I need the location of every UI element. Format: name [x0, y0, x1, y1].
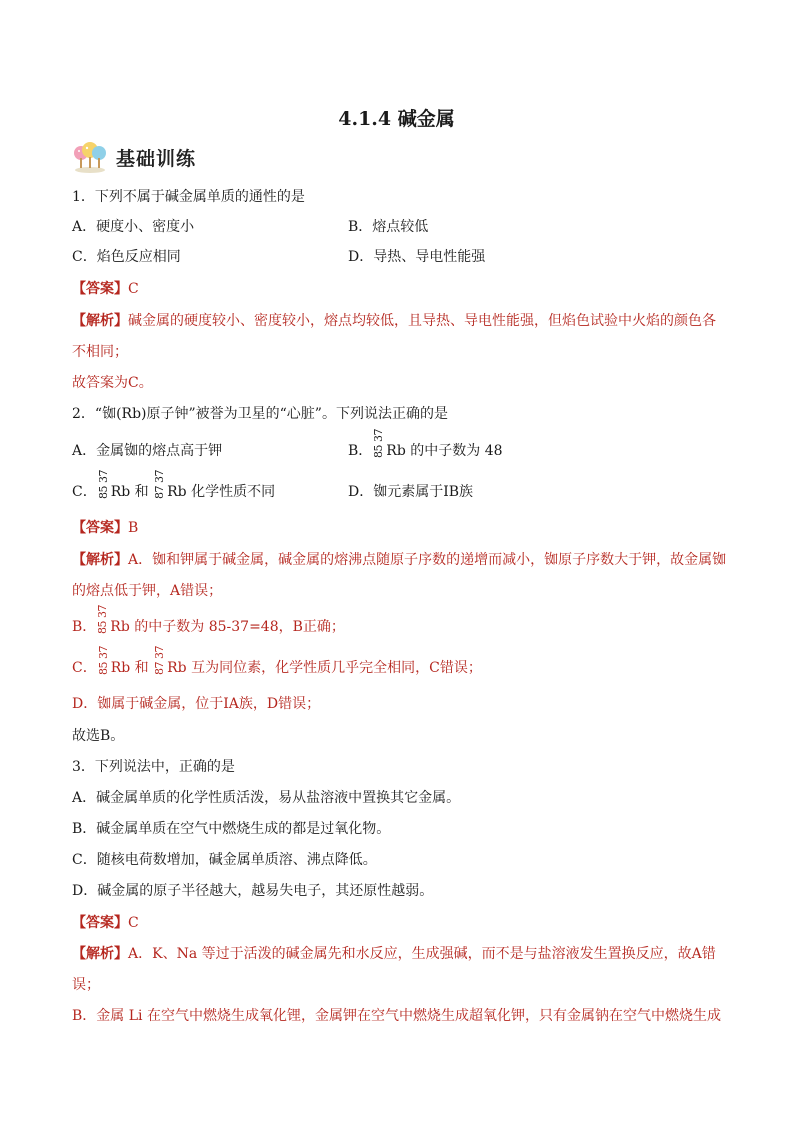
- analysis-label: 【解析】: [72, 946, 128, 962]
- q2-analysis-line-2: 的熔点低于钾，A错误；: [72, 583, 223, 599]
- answer-value: B: [128, 520, 139, 536]
- q1-stem: 1．下列不属于碱金属单质的通性的是: [72, 189, 305, 205]
- q3-analysis-line-3: B．金属 Li 在空气中燃烧生成氧化锂，金属钾在空气中燃烧生成超氧化钾，只有金属钠在空气中燃烧生成: [72, 1008, 721, 1024]
- answer-label: 【答案】: [72, 520, 128, 536]
- q1-option-d: D．导热、导电性能强: [348, 249, 486, 265]
- nuclide-symbol: Rb: [386, 443, 406, 459]
- analysis-text: A．铷和钾属于碱金属，碱金属的熔沸点随原子序数的递增而减小，铷原子序数大于钾，故金属铷: [128, 552, 727, 568]
- analysis-text: 互为同位素，化学性质几乎完全相同，C错误；: [186, 660, 482, 676]
- answer-value: C: [128, 915, 139, 931]
- q1-option-b: B．熔点较低: [348, 219, 429, 235]
- analysis-text: 碱金属的硬度较小、密度较小，熔点均较低，且导热、导电性能强，但焰色试验中火焰的颜色各: [128, 313, 716, 329]
- option-suffix: 的中子数为 48: [405, 443, 503, 459]
- q1-option-c: C．焰色反应相同: [72, 249, 181, 265]
- q2-stem: 2．“铷(Rb)原子钟”被誉为卫星的“心脏”。下列说法正确的是: [72, 406, 448, 422]
- q1-analysis-line-2: 不相同；: [72, 344, 128, 360]
- analysis-text: A．K、Na 等过于活泼的碱金属先和水反应，生成强碱，而不是与盐溶液发生置换反应，故A错: [128, 946, 716, 962]
- q3-option-b: B．碱金属单质在空气中燃烧生成的都是过氧化物。: [72, 821, 391, 837]
- q1-option-a: A．硬度小、密度小: [72, 219, 195, 235]
- analysis-label: 【解析】: [72, 552, 128, 568]
- q3-analysis-line-1: [72, 944, 716, 964]
- q3-stem: 3．下列说法中，正确的是: [72, 759, 235, 775]
- q1-answer: [72, 279, 139, 299]
- q2-analysis-c: [72, 646, 482, 679]
- nuclide-numbers: 85 37: [96, 646, 110, 675]
- nuclide-symbol: Rb: [110, 619, 130, 635]
- nuclide-numbers: 85 37: [96, 605, 110, 634]
- q2-analysis-line-1: [72, 550, 726, 570]
- option-prefix: B．: [348, 443, 373, 459]
- answer-label: 【答案】: [72, 281, 128, 297]
- q2-option-a: A．金属铷的熔点高于钾: [72, 443, 223, 459]
- answer-label: 【答案】: [72, 915, 128, 931]
- section-banner: [72, 140, 196, 174]
- q1-analysis-line-1: [72, 311, 716, 331]
- q2-option-d: D．铷元素属于ⅠB族: [348, 484, 474, 500]
- page-title: 4.1.4 碱金属: [338, 108, 455, 130]
- q2-answer: [72, 518, 138, 538]
- nuclide-numbers: 85 37: [372, 429, 386, 458]
- option-suffix: 化学性质不同: [186, 484, 276, 500]
- q3-answer: [72, 913, 139, 933]
- q3-option-d: D．碱金属的原子半径越大，越易失电子，其还原性越弱。: [72, 883, 434, 899]
- option-prefix: B．: [72, 619, 97, 635]
- answer-value: C: [128, 281, 139, 297]
- q2-option-c: [72, 470, 276, 503]
- q2-analysis-d: D．铷属于碱金属，位于ⅠA族，D错误；: [72, 696, 321, 712]
- q1-conclusion: 故答案为C。: [72, 375, 153, 391]
- ice-cream-group-icon: [72, 140, 108, 174]
- q3-analysis-line-2: 误；: [72, 977, 100, 993]
- q2-analysis-b: [72, 605, 345, 638]
- nuclide-symbol: Rb: [167, 660, 187, 676]
- connector-text: 和: [130, 484, 154, 500]
- analysis-text: 的中子数为 85-37=48，B正确；: [129, 619, 345, 635]
- nuclide-symbol: Rb: [167, 484, 187, 500]
- nuclide-numbers: 85 37: [96, 470, 110, 499]
- q3-option-c: C．随核电荷数增加，碱金属单质溶、沸点降低。: [72, 852, 377, 868]
- option-prefix: C．: [72, 484, 97, 500]
- nuclide-symbol: Rb: [110, 660, 131, 676]
- nuclide-numbers: 87 37: [153, 646, 167, 675]
- q3-option-a: A．碱金属单质的化学性质活泼，易从盐溶液中置换其它金属。: [72, 790, 461, 806]
- q2-option-b: [348, 429, 503, 462]
- option-prefix: C．: [72, 660, 97, 676]
- q2-conclusion: 故选B。: [72, 728, 125, 744]
- analysis-label: 【解析】: [72, 313, 128, 329]
- nuclide-symbol: Rb: [110, 484, 131, 500]
- banner-text: 基础训练: [116, 147, 197, 170]
- connector-text: 和: [130, 660, 154, 676]
- nuclide-numbers: 87 37: [153, 470, 167, 499]
